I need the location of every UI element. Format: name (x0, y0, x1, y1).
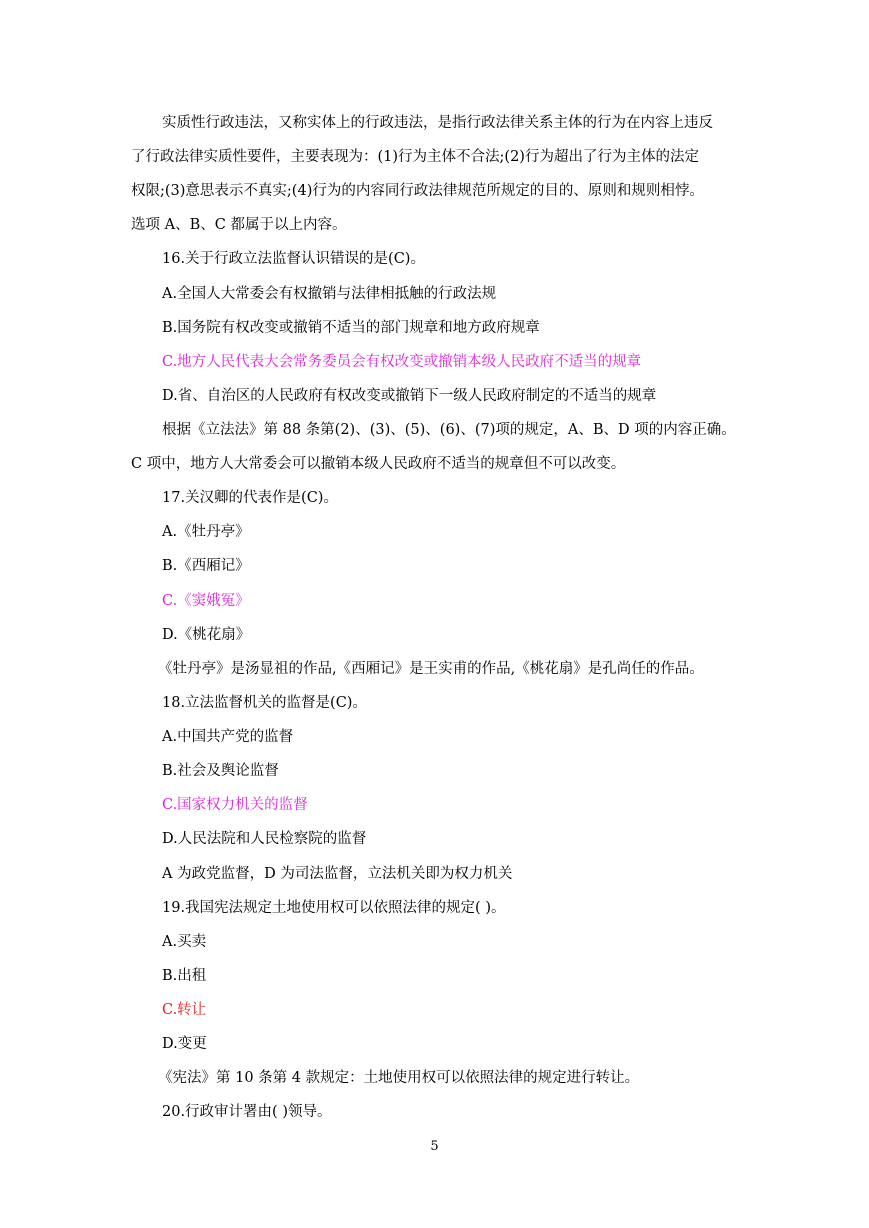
q19-explanation: 《宪法》第 10 条第 4 款规定：土地使用权可以依照法律的规定进行转让。 (158, 1070, 640, 1086)
intro-line-4: 选项 A、B、C 都属于以上内容。 (131, 217, 347, 233)
q16-option-b: B.国务院有权改变或撤销不适当的部门规章和地方政府规章 (162, 320, 540, 336)
page-number: 5 (430, 1139, 439, 1154)
q17-option-c-answer: C.《窦娥冤》 (162, 593, 250, 609)
q17-question: 17.关汉卿的代表作是(C)。 (162, 490, 338, 506)
q16-explanation-line-2: C 项中，地方人大常委会可以撤销本级人民政府不适当的规章但不可以改变。 (131, 456, 626, 472)
q18-option-d: D.人民法院和人民检察院的监督 (162, 831, 367, 847)
q19-option-b: B.出租 (162, 968, 207, 984)
q18-option-a: A.中国共产党的监督 (162, 729, 294, 745)
q19-option-c-answer: C.转让 (162, 1002, 207, 1018)
q19-option-a: A.买卖 (162, 934, 207, 950)
q18-explanation: A 为政党监督，D 为司法监督，立法机关即为权力机关 (162, 866, 513, 882)
intro-line-1: 实质性行政违法，又称实体上的行政违法，是指行政法律关系主体的行为在内容上违反 (162, 115, 713, 131)
q16-option-d: D.省、自治区的人民政府有权改变或撤销下一级人民政府制定的不适当的规章 (162, 388, 657, 404)
q16-question: 16.关于行政立法监督认识错误的是(C)。 (162, 251, 425, 267)
q17-option-a: A.《牡丹亭》 (162, 524, 250, 540)
q16-option-c-answer: C.地方人民代表大会常务委员会有权改变或撤销本级人民政府不适当的规章 (162, 354, 642, 370)
q18-question: 18.立法监督机关的监督是(C)。 (162, 695, 367, 711)
q17-explanation: 《牡丹亭》是汤显祖的作品,《西厢记》是王实甫的作品,《桃花扇》是孔尚任的作品。 (158, 661, 704, 677)
q18-option-c-answer: C.国家权力机关的监督 (162, 797, 308, 813)
q16-option-a: A.全国人大常委会有权撤销与法律相抵触的行政法规 (162, 286, 497, 302)
q19-question: 19.我国宪法规定土地使用权可以依照法律的规定( )。 (162, 900, 506, 916)
intro-line-2: 了行政法律实质性要件，主要表现为：(1)行为主体不合法;(2)行为超出了行为主体的法定 (131, 149, 699, 165)
q17-option-d: D.《桃花扇》 (162, 627, 251, 643)
intro-line-3: 权限;(3)意思表示不真实;(4)行为的内容同行政法律规范所规定的目的、原则和规则相悖。 (131, 183, 704, 199)
q19-option-d: D.变更 (162, 1036, 207, 1052)
q20-question: 20.行政审计署由( )领导。 (162, 1104, 332, 1120)
q18-option-b: B.社会及舆论监督 (162, 763, 279, 779)
q16-explanation-line-1: 根据《立法法》第 88 条第(2)、(3)、(5)、(6)、(7)项的规定，A、B、D 项的内容正确。 (162, 422, 736, 438)
q17-option-b: B.《西厢记》 (162, 558, 250, 574)
